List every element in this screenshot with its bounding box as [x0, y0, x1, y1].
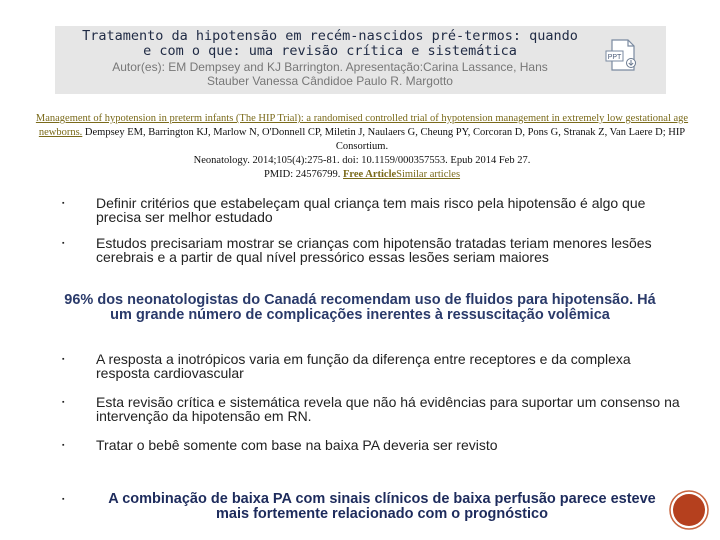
reference-pmid: PMID: 24576799.: [263, 169, 344, 180]
title-line-1: Tratamento da hipotensão em recém-nascidos pré-termos: quando: [82, 28, 578, 44]
ppt-file-icon[interactable]: [603, 38, 641, 72]
bullet-marker: ▪: [62, 442, 65, 449]
bullet-text: A resposta a inotrópicos varia em função da diferença entre receptores e da complexa resposta cardiovascular: [96, 351, 631, 381]
bullet-text: Esta revisão crítica e sistemática revela que não há evidências para suportar um consenso na intervenção da hipotensão em RN.: [96, 394, 680, 424]
similar-articles-link[interactable]: Similar articles: [396, 169, 461, 180]
reference-authors: Dempsey EM, Barrington KJ, Marlow N, O'Donnell CP, Miletin J, Naulaers G, Cheung PY, Corcoran D, Pons G, Stranak Z, Van Laere D; HIP Consortium.: [82, 127, 686, 152]
highlight-statement: 96% dos neonatologistas do Canadá recomendam uso de fluidos para hipotensão. Há um grande número de complicações inerentes à ressuscitação volêmica: [64, 292, 656, 323]
title-line-2: e com o que: uma revisão crítica e sistemática: [143, 43, 517, 59]
decorative-circle-icon: [668, 489, 710, 531]
bullet-marker: ▪: [62, 200, 65, 207]
bullet-marker: ▪: [62, 240, 65, 247]
reference-citation: [22, 112, 702, 182]
reference-link[interactable]: Management of hypotension in preterm infants (The HIP Trial): a randomised controlled trial of hypotension management in extremely low gestational age newborns.: [35, 113, 689, 138]
reference-journal: Neonatology. 2014;105(4):275-81. doi: 10.1159/000357553. Epub 2014 Feb 27.: [193, 155, 531, 166]
authors: [55, 60, 605, 88]
bullet-text: Tratar o bebê somente com base na baixa PA deveria ser revisto: [96, 437, 498, 453]
slide-header: [55, 26, 666, 94]
bullet-marker: ▪: [62, 496, 65, 503]
free-article-link[interactable]: Free Article: [343, 169, 397, 180]
bullet-text: Definir critérios que estabeleçam qual criança tem mais risco pela hipotensão é algo que precisa ser melhor estudado: [96, 195, 646, 225]
bullet-marker: ▪: [62, 356, 65, 363]
final-bullet-text: A combinação de baixa PA com sinais clínicos de baixa perfusão parece esteve mais fortemente relacionado com o prognóstico: [108, 491, 656, 522]
authors-line-2: Stauber Vanessa Cândidoe Paulo R. Margotto: [207, 74, 453, 88]
authors-line-1: Autor(es): EM Dempsey and KJ Barrington. Apresentação:Carina Lassance, Hans: [112, 60, 548, 74]
slide-title: [55, 29, 605, 59]
ppt-icon-label: PPT: [607, 54, 622, 61]
bullet-marker: ▪: [62, 399, 65, 406]
bullet-text: Estudos precisariam mostrar se crianças com hipotensão tratadas teriam menores lesões cerebrais e a partir de qual nível pressórico essas lesões seriam maiores: [96, 235, 652, 265]
